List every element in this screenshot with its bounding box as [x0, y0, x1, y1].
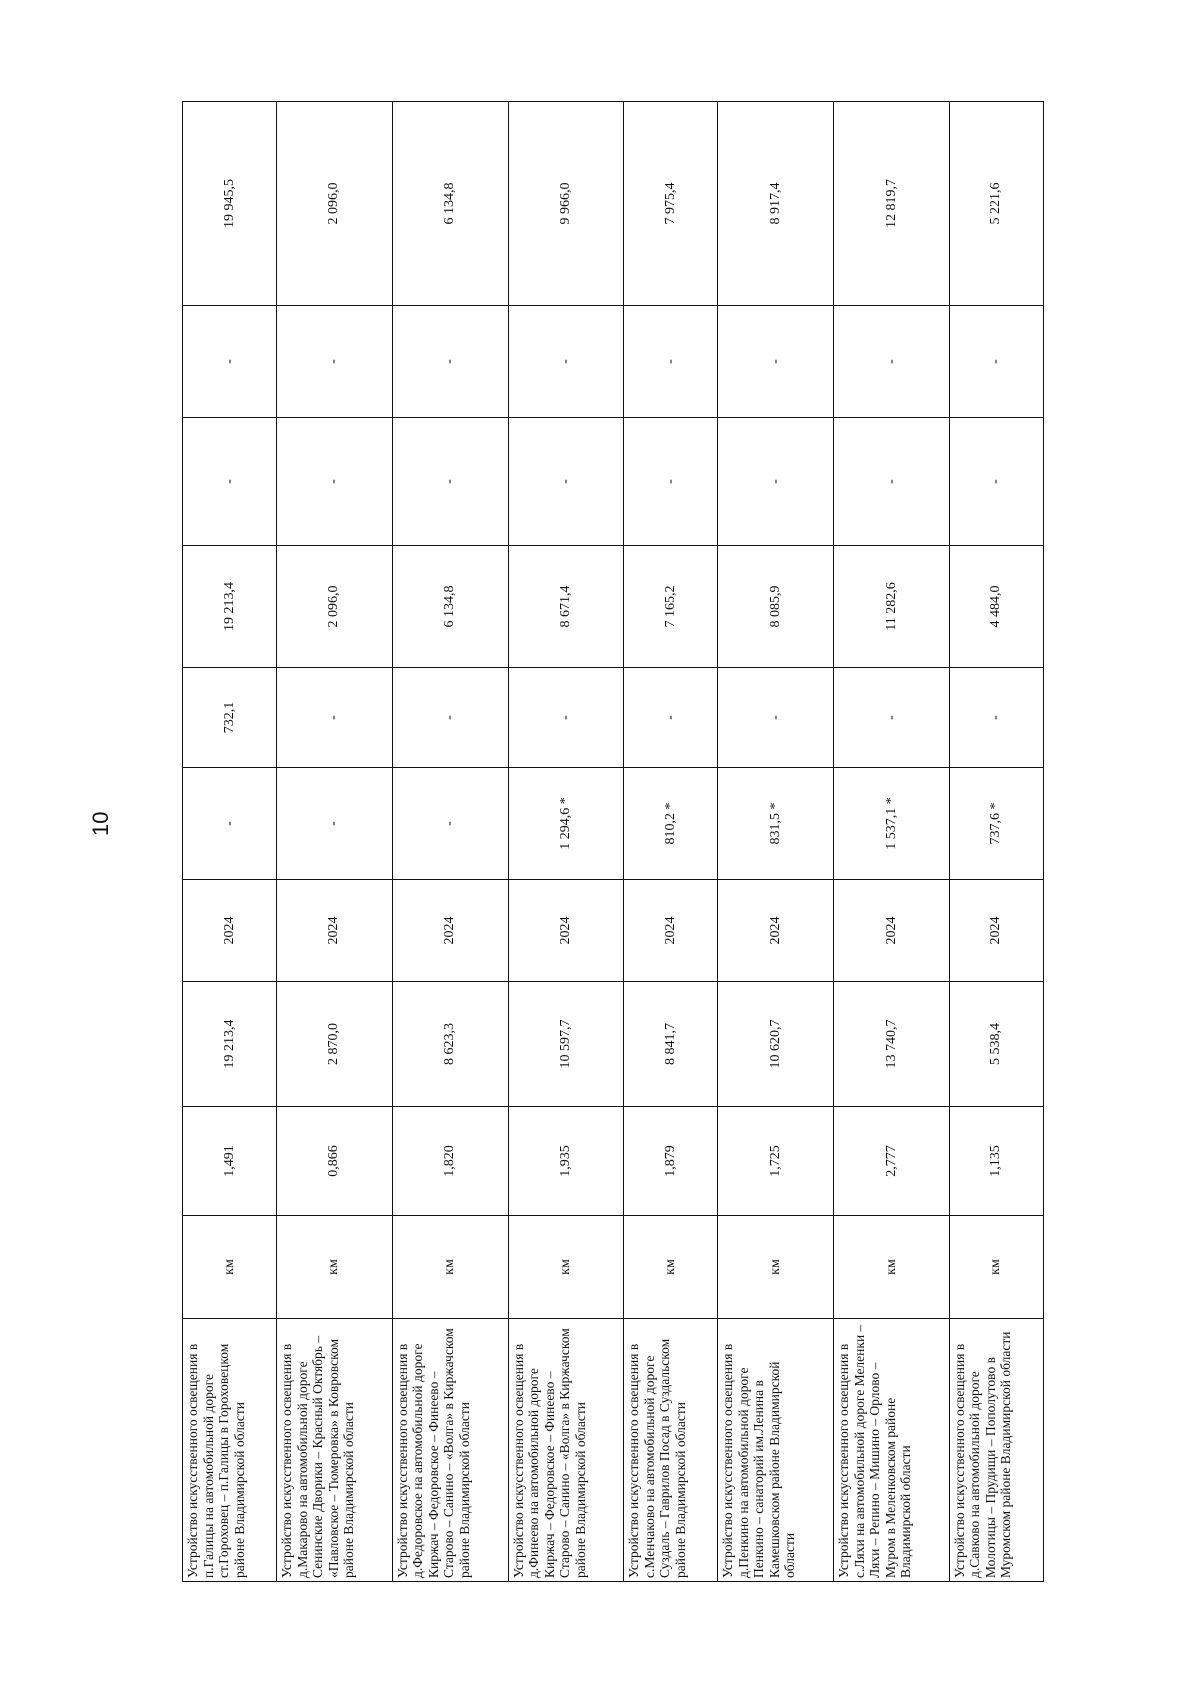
- value-cell-8: -: [949, 418, 1043, 546]
- length-cell: 1,935: [508, 1107, 624, 1216]
- total-cell: 8 917,4: [718, 102, 834, 306]
- total-cell: 7 975,4: [624, 102, 718, 306]
- year-cell: 2024: [624, 880, 718, 982]
- value-cell-8: -: [624, 418, 718, 546]
- year-cell: 2024: [949, 880, 1043, 982]
- value-cell-9: -: [624, 306, 718, 418]
- table-row: [624, 102, 718, 1582]
- table-body: [183, 102, 1044, 1582]
- value-cell-9: -: [183, 306, 277, 418]
- length-cell: 2,777: [834, 1107, 950, 1216]
- value-cell-8: -: [508, 418, 624, 546]
- length-cell: 1,491: [183, 1107, 277, 1216]
- value-cell-8: -: [834, 418, 950, 546]
- value-cell-7: 6 134,8: [392, 546, 508, 668]
- length-cell: 1,135: [949, 1107, 1043, 1216]
- value-cell-6: 732,1: [183, 668, 277, 768]
- length-cell: 1,820: [392, 1107, 508, 1216]
- cost-cell: 5 538,4: [949, 982, 1043, 1107]
- total-cell: 19 945,5: [183, 102, 277, 306]
- cost-cell: 8 841,7: [624, 982, 718, 1107]
- table-row: [508, 102, 624, 1582]
- cost-cell: 10 597,7: [508, 982, 624, 1107]
- value-cell-9: -: [949, 306, 1043, 418]
- cost-cell: 8 623,3: [392, 982, 508, 1107]
- table-row: [949, 102, 1043, 1582]
- value-cell-6: -: [718, 668, 834, 768]
- rotated-table-wrapper: [182, 102, 1044, 1582]
- total-cell: 2 096,0: [277, 102, 393, 306]
- cost-cell: 19 213,4: [183, 982, 277, 1107]
- value-cell-9: -: [718, 306, 834, 418]
- value-cell-8: -: [718, 418, 834, 546]
- year-cell: 2024: [277, 880, 393, 982]
- value-cell-5: -: [277, 768, 393, 880]
- value-cell-6: -: [834, 668, 950, 768]
- project-name: Устройство искусственного освещения в с.Менчаково на автомобильной дороге Суздаль – Гаврилов Посад в Суздальском районе Владимирской области: [624, 1319, 718, 1582]
- project-name: Устройство искусственного освещения в д.Макарово на автомобильной дороге Сенинские Дворики – Красный Октябрь – «Павловское – Тюмеровка» в Ковровском районе Владимирской области: [277, 1319, 393, 1582]
- value-cell-7: 7 165,2: [624, 546, 718, 668]
- unit-cell: км: [949, 1216, 1043, 1319]
- length-cell: 1,725: [718, 1107, 834, 1216]
- year-cell: 2024: [392, 880, 508, 982]
- unit-cell: км: [624, 1216, 718, 1319]
- total-cell: 9 966,0: [508, 102, 624, 306]
- value-cell-7: 2 096,0: [277, 546, 393, 668]
- value-cell-9: -: [508, 306, 624, 418]
- value-cell-6: -: [277, 668, 393, 768]
- value-cell-9: -: [392, 306, 508, 418]
- cost-cell: 10 620,7: [718, 982, 834, 1107]
- project-name: Устройство искусственного освещения в д.Савково на автомобильной дороге Молотицы – Прудищи – Пополутово в Муромском районе Владимирской области: [949, 1319, 1043, 1582]
- table-row: [392, 102, 508, 1582]
- table-row: [277, 102, 393, 1582]
- project-name: Устройство искусственного освещения в д.Финеево на автомобильной дороге Киржач – Федоровское – Финеево – Старово – Санино – «Волга» в Киржачском районе Владимирской области: [508, 1319, 624, 1582]
- value-cell-9: -: [834, 306, 950, 418]
- year-cell: 2024: [183, 880, 277, 982]
- value-cell-5: 831,5 *: [718, 768, 834, 880]
- value-cell-8: -: [183, 418, 277, 546]
- value-cell-8: -: [392, 418, 508, 546]
- cost-cell: 13 740,7: [834, 982, 950, 1107]
- value-cell-6: -: [949, 668, 1043, 768]
- length-cell: 0,866: [277, 1107, 393, 1216]
- value-cell-5: 737,6 *: [949, 768, 1043, 880]
- year-cell: 2024: [508, 880, 624, 982]
- value-cell-7: 4 484,0: [949, 546, 1043, 668]
- value-cell-5: 1 537,1 *: [834, 768, 950, 880]
- unit-cell: км: [392, 1216, 508, 1319]
- value-cell-8: -: [277, 418, 393, 546]
- project-name: Устройство искусственного освещения в д.Пенкино на автомобильной дороге Пенкино – санаторий им.Ленина в Камешковском районе Владимирской области: [718, 1319, 834, 1582]
- unit-cell: км: [183, 1216, 277, 1319]
- value-cell-7: 11 282,6: [834, 546, 950, 668]
- total-cell: 6 134,8: [392, 102, 508, 306]
- value-cell-7: 19 213,4: [183, 546, 277, 668]
- value-cell-5: -: [392, 768, 508, 880]
- value-cell-5: 1 294,6 *: [508, 768, 624, 880]
- unit-cell: км: [718, 1216, 834, 1319]
- lighting-projects-table: [182, 101, 1044, 1582]
- unit-cell: км: [508, 1216, 624, 1319]
- table-row: [183, 102, 277, 1582]
- year-cell: 2024: [718, 880, 834, 982]
- value-cell-9: -: [277, 306, 393, 418]
- year-cell: 2024: [834, 880, 950, 982]
- total-cell: 5 221,6: [949, 102, 1043, 306]
- length-cell: 1,879: [624, 1107, 718, 1216]
- value-cell-5: 810,2 *: [624, 768, 718, 880]
- value-cell-7: 8 085,9: [718, 546, 834, 668]
- page-number: 10: [88, 811, 113, 836]
- total-cell: 12 819,7: [834, 102, 950, 306]
- value-cell-5: -: [183, 768, 277, 880]
- unit-cell: км: [277, 1216, 393, 1319]
- value-cell-6: -: [508, 668, 624, 768]
- project-name: Устройство искусственного освещения в д.Федоровское на автомобильной дороге Киржач – Федоровское – Финеево – Старово – Санино – «Волга» в Киржачском районе Владимирской области: [392, 1319, 508, 1582]
- project-name: Устройство искусственного освещения в п.Галицы на автомобильной дороге ст.Гороховец – п.Галицы в Гороховецком районе Владимирской области: [183, 1319, 277, 1582]
- table-row: [834, 102, 950, 1582]
- project-name: Устройство искусственного освещения в с.Ляхи на автомобильной дороге Меленки – Ляхи – Репино – Мишино – Орлово – Муром в Меленковском районе Владимирской области: [834, 1319, 950, 1582]
- value-cell-6: -: [624, 668, 718, 768]
- table-row: [718, 102, 834, 1582]
- cost-cell: 2 870,0: [277, 982, 393, 1107]
- unit-cell: км: [834, 1216, 950, 1319]
- value-cell-7: 8 671,4: [508, 546, 624, 668]
- value-cell-6: -: [392, 668, 508, 768]
